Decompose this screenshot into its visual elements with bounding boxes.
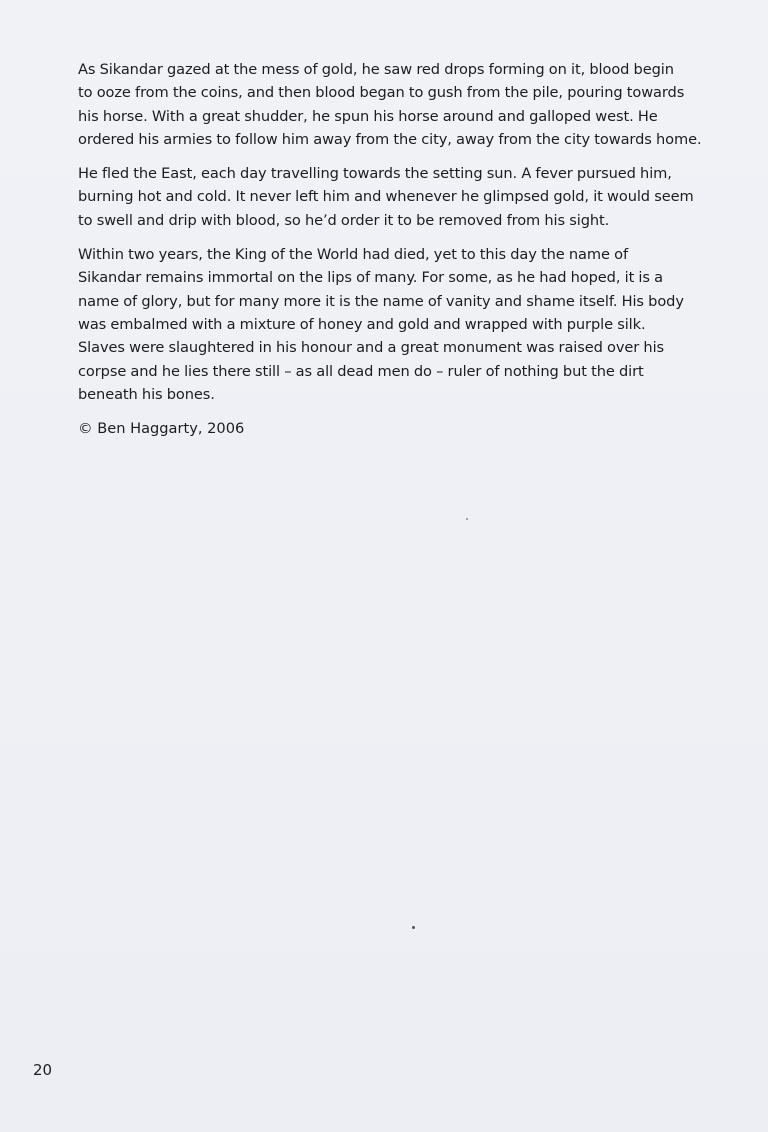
print-speck: [412, 926, 415, 929]
text-line: Within two years, the King of the World had died, yet to this day the name of: [78, 246, 628, 264]
text-line: Slaves were slaughtered in his honour and a great monument was raised over his: [78, 339, 665, 357]
page-number: 20: [33, 1061, 53, 1079]
text-line: He fled the East, each day travelling towards the setting sun. A fever pursued him,: [78, 165, 672, 183]
story-text: [78, 58, 726, 440]
paragraph-3: [78, 243, 726, 406]
text-line: name of glory, but for many more it is the name of vanity and shame itself. His body: [78, 292, 684, 310]
text-line: was embalmed with a mixture of honey and gold and wrapped with purple silk.: [78, 315, 646, 333]
text-line: burning hot and cold. It never left him and whenever he glimpsed gold, it would seem: [78, 188, 694, 206]
text-line: Sikandar remains immortal on the lips of many. For some, as he had hoped, it is a: [78, 269, 663, 287]
text-line: beneath his bones.: [78, 385, 215, 403]
paragraph-2: [78, 162, 726, 232]
text-line: to ooze from the coins, and then blood began to gush from the pile, pouring towards: [78, 84, 685, 102]
copyright-notice: © Ben Haggarty, 2006: [78, 420, 245, 438]
paragraph-1: [78, 58, 726, 151]
text-line: ordered his armies to follow him away from the city, away from the city towards home.: [78, 130, 702, 148]
text-line: As Sikandar gazed at the mess of gold, he saw red drops forming on it, blood begin: [78, 61, 674, 78]
text-line: corpse and he lies there still – as all dead men do – ruler of nothing but the dirt: [78, 362, 644, 380]
text-line: to swell and drip with blood, so he’d order it to be removed from his sight.: [78, 211, 610, 229]
print-speck: [466, 518, 468, 520]
text-line: his horse. With a great shudder, he spun his horse around and galloped west. He: [78, 107, 658, 125]
